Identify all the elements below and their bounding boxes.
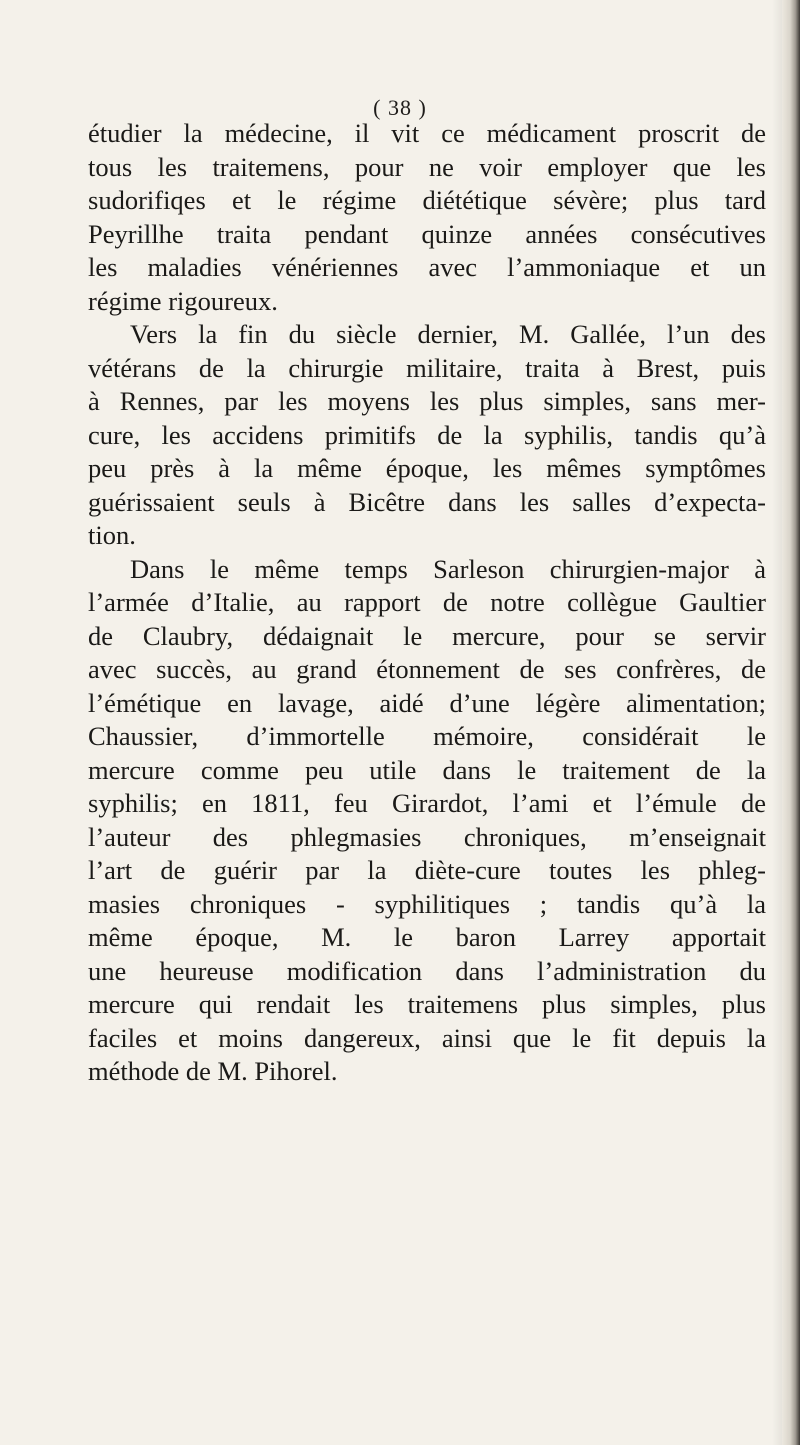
text-line: régime rigoureux. — [88, 285, 278, 316]
text-line: vétérans de la chirurgie militaire, traita à Brest, puis — [88, 352, 766, 383]
text-line: les maladies vénériennes avec l’ammoniaque et un — [88, 252, 766, 282]
text-line: Dans le même temps Sarleson chirurgien-major à — [130, 553, 766, 584]
text-line: mercure qui rendait les traitemens plus simples, plus — [88, 989, 766, 1019]
text-line: cure, les accidens primitifs de la syphilis, tandis qu’à — [88, 419, 766, 450]
text-line: faciles et moins dangereux, ainsi que le fit depuis la — [88, 1022, 766, 1053]
body-text — [88, 117, 766, 1089]
text-line: avec succès, au grand étonnement de ses confrères, de — [88, 654, 766, 684]
text-line: l’armée d’Italie, au rapport de notre collègue Gaultier — [88, 587, 766, 617]
text-line: méthode de M. Pihorel. — [88, 1056, 338, 1086]
text-line: guérissaient seuls à Bicêtre dans les salles d’expecta- — [88, 486, 766, 517]
text-line: Vers la fin du siècle dernier, M. Gallée, l’un des — [130, 319, 766, 349]
text-line: Peyrillhe traita pendant quinze années consécutives — [88, 218, 766, 249]
text-line: une heureuse modification dans l’administration du — [88, 955, 766, 986]
text-line: tous les traitemens, pour ne voir employer que les — [88, 151, 766, 182]
text-line: de Claubry, dédaignait le mercure, pour se servir — [88, 620, 766, 651]
text-line: mercure comme peu utile dans le traitement de la — [88, 754, 766, 785]
text-line: peu près à la même époque, les mêmes symptômes — [88, 453, 766, 483]
text-line: tion. — [88, 520, 136, 550]
text-line: Chaussier, d’immortelle mémoire, considérait le — [88, 721, 766, 751]
text-line: l’émétique en lavage, aidé d’une légère alimentation; — [88, 687, 766, 718]
text-line: à Rennes, par les moyens les plus simples, sans mer- — [88, 386, 766, 416]
text-line: syphilis; en 1811, feu Girardot, l’ami et l’émule de — [88, 788, 766, 818]
page-number: ( 38 ) — [373, 95, 427, 120]
binding-shadow — [772, 0, 782, 1445]
text-line: l’auteur des phlegmasies chroniques, m’enseignait — [88, 821, 766, 852]
text-line: masies chroniques - syphilitiques ; tandis qu’à la — [88, 888, 766, 919]
text-line: l’art de guérir par la diète-cure toutes les phleg- — [88, 855, 766, 885]
text-line: sudorifiqes et le régime diététique sévère; plus tard — [88, 185, 766, 215]
text-line: étudier la médecine, il vit ce médicament proscrit de — [88, 118, 766, 148]
binding-edge — [782, 0, 800, 1445]
text-line: même époque, M. le baron Larrey apportait — [88, 922, 766, 952]
